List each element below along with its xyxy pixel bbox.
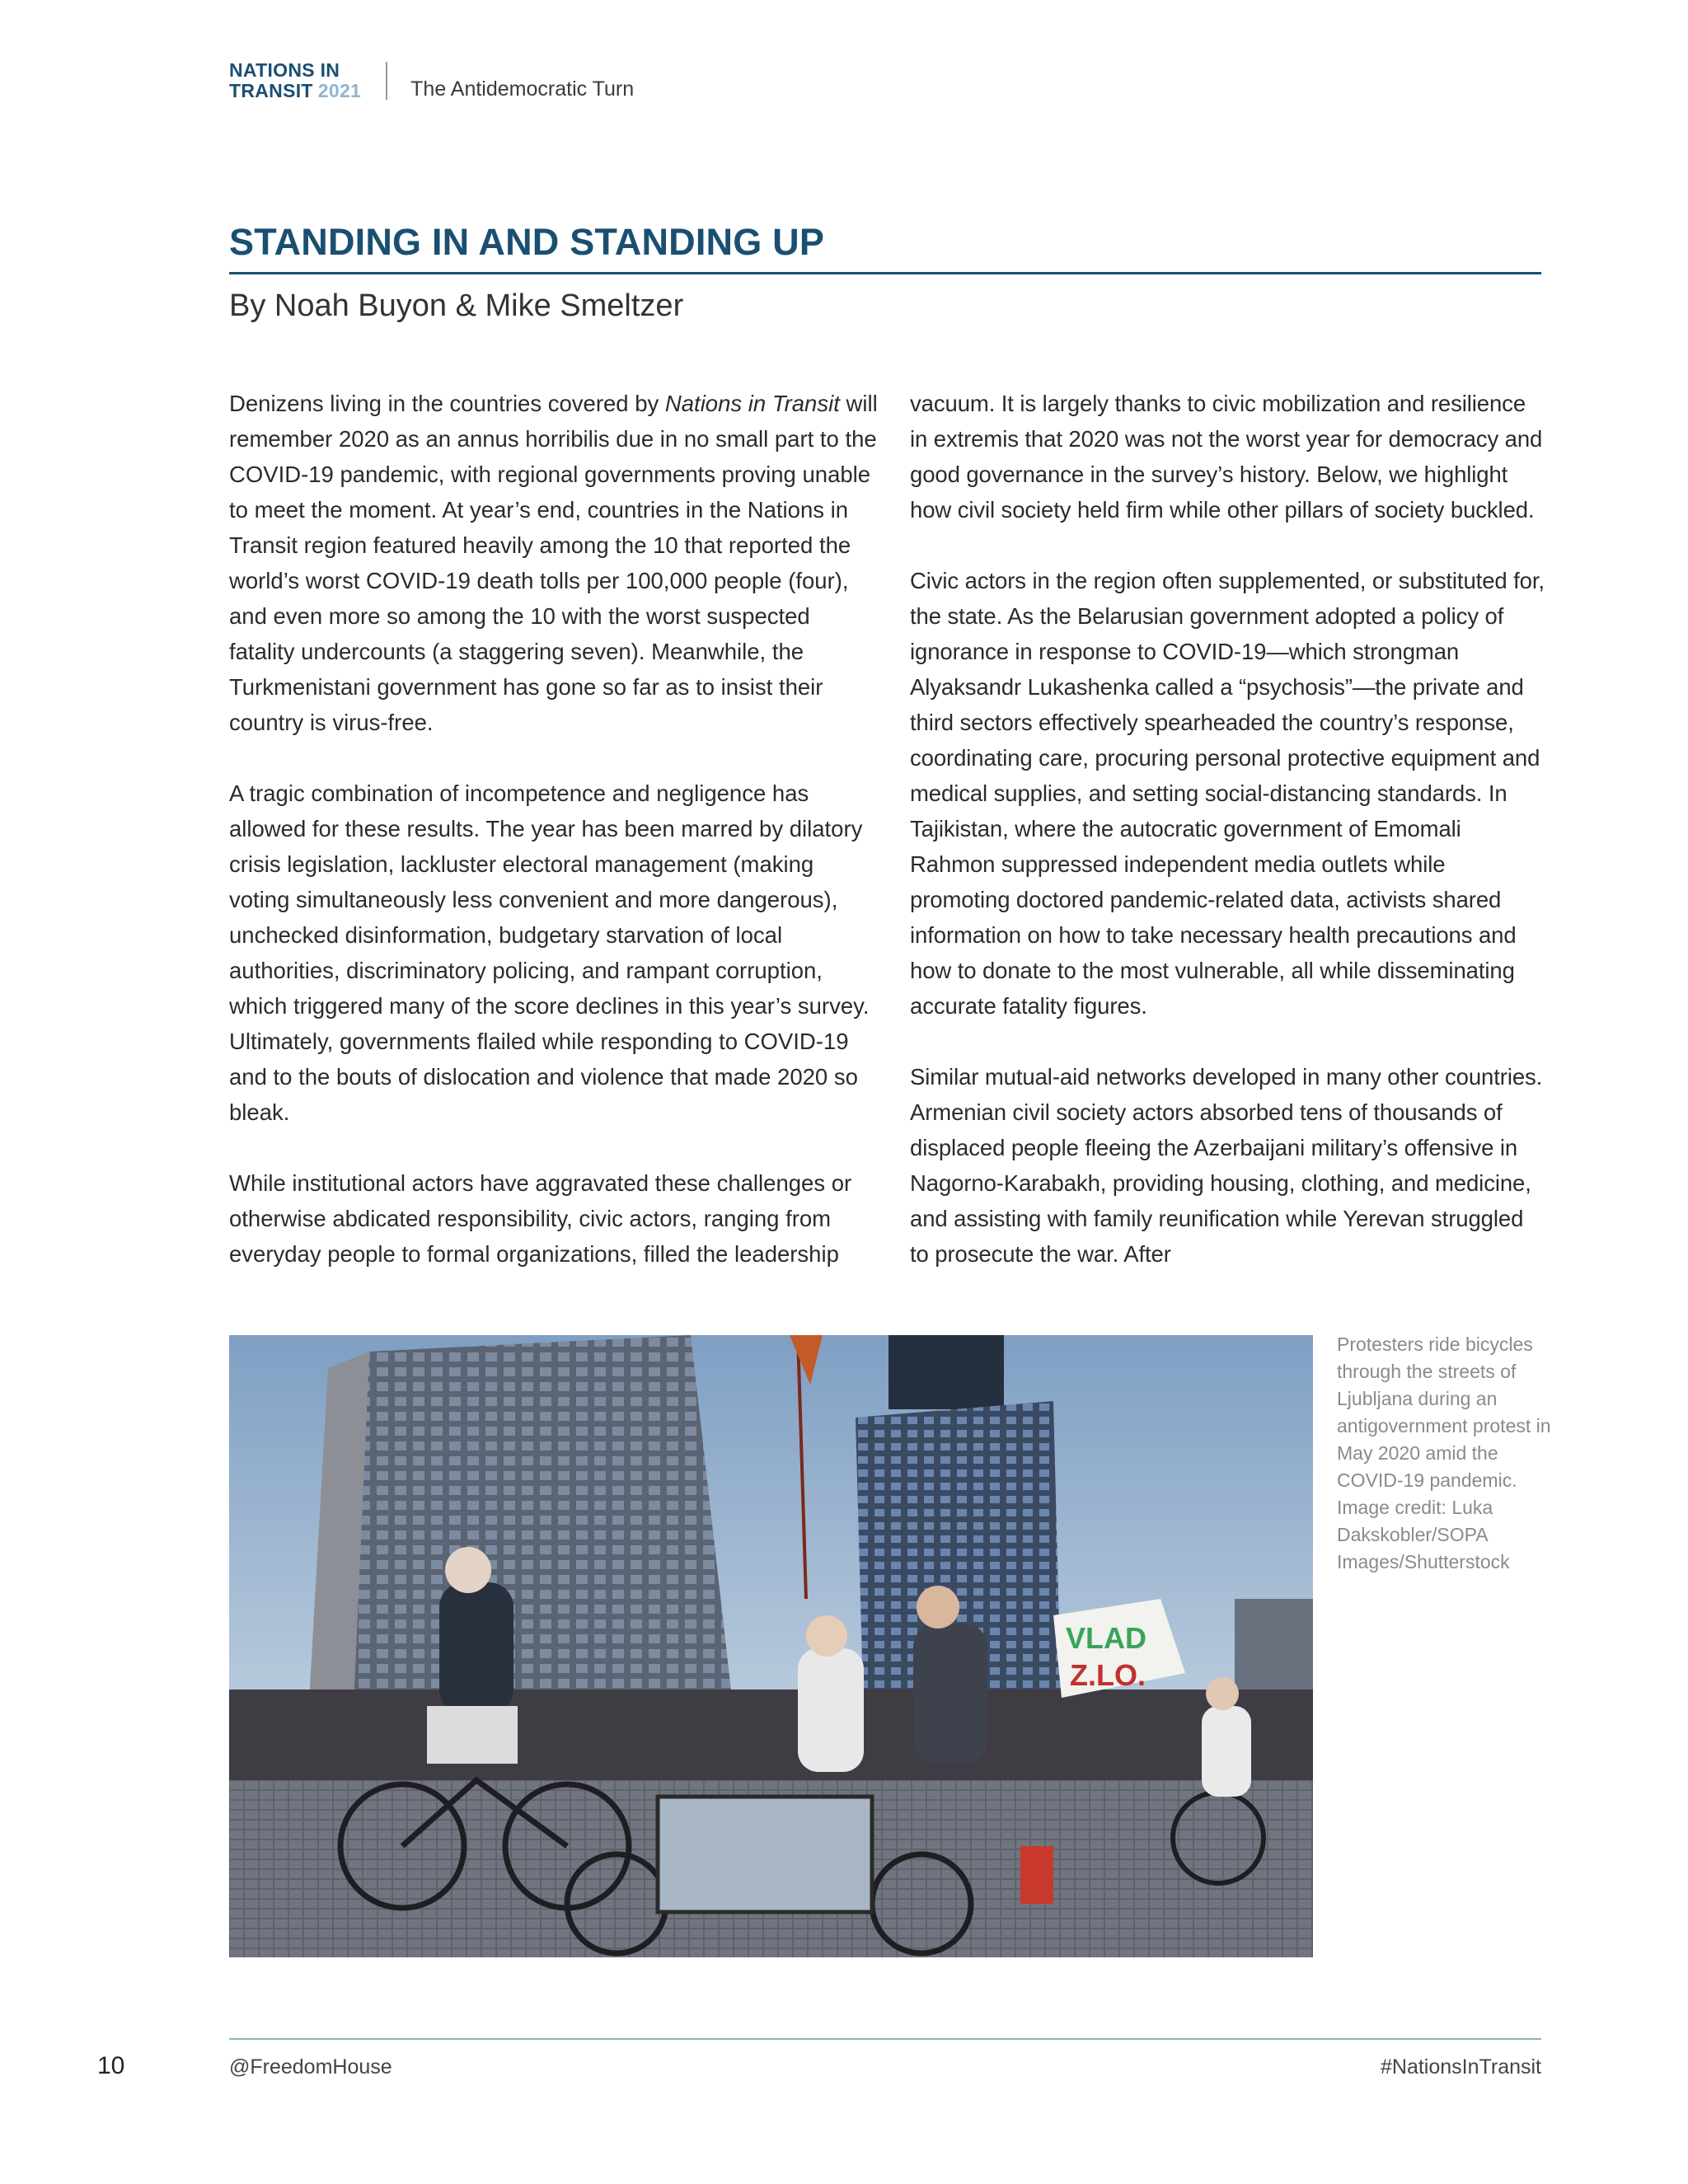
paragraph: [229, 386, 880, 740]
banner-text-1: VLAD: [1066, 1621, 1146, 1655]
logo-year: 2021: [317, 80, 362, 101]
twitter-handle[interactable]: @FreedomHouse: [229, 2055, 392, 2079]
title-rule: [229, 272, 1541, 274]
logo-line-2: TRANSIT 2021: [229, 80, 362, 101]
paragraph: A tragic combination of incompetence and negligence has allowed for these results. The year has been marred by dilatory crisis legislation, lackluster electoral management (making voting simultaneously less convenient and more dangerous), unchecked disinformation, budgetary starvation of local authorities, discriminatory policing, and rampant corruption, which triggered many of the score declines in this year’s survey. Ultimately, governments flailed while responding to COVID-19 and to the bouts of dislocation and violence that made 2020 so bleak.: [229, 780, 870, 1125]
paragraph: Civic actors in the region often supplemented, or substituted for, the state. As the Belarusian government adopted a policy of ignorance in response to COVID-19—which strongman Alyaksandr Lukashenka called a “psychosis”—the private and third sectors effectively spearheaded the country’s response, coordinating care, procuring personal protective equipment and medical supplies, and setting social-distancing standards. In Tajikistan, where the autocratic government of Emomali Rahmon suppressed independent media outlets while promoting doctored pandemic-related data, activists shared information on how to take necessary health precautions and how to donate to the most vulnerable, all while disseminating accurate fatality figures.: [910, 568, 1545, 1019]
nations-in-transit-logo: [229, 60, 361, 101]
paragraph: vacuum. It is largely thanks to civic mobilization and resilience in extremis that 2020 was not the worst year for democracy and good governance in the survey’s history. Below, we highlight how civil society held firm while other pillars of society buckled.: [910, 391, 1543, 523]
publication-title: Nations in Transit: [664, 391, 840, 416]
paragraph-part: Denizens living in the countries covered by Nations in Transit will remember 2020 as an annus horribilis due in no small part to the COVID-19 pandemic, with regional governments proving unable to meet the moment. At year’s end, countries in the Nations in Transit region featured heavily among the 10 that reported the world’s worst COVID-19 death tolls per 100,000 people (four), and even more so among the 10 with the worst suspected fatality undercounts (a staggering seven). Meanwhile, the Turkmenistani government has gone so far as to insist their country is virus-free.: [229, 391, 878, 735]
left-column: [229, 386, 880, 1272]
header-divider: [386, 62, 387, 100]
banner-text-2: Z.LO.: [1070, 1658, 1146, 1692]
right-column: [910, 386, 1545, 1272]
paragraph: While institutional actors have aggravated these challenges or otherwise abdicated responsibility, civic actors, ranging from everyday people to formal organizations, filled the leadership: [229, 1170, 852, 1267]
footer-rule: [229, 2038, 1541, 2040]
article-byline: By Noah Buyon & Mike Smeltzer: [229, 288, 684, 323]
crowd: [229, 1690, 1313, 1788]
page-header: [229, 58, 634, 104]
photo-caption: Protesters ride bicycles through the streets of Ljubljana during an antigovernment protest in May 2020 amid the COVID-19 pandemic. Image credit: Luka Dakskobler/SOPA Images/Shutterstock: [1337, 1333, 1551, 1572]
tower-top: [889, 1335, 1004, 1409]
article-title: STANDING IN AND STANDING UP: [229, 221, 825, 263]
page-number: 10: [97, 2052, 125, 2079]
logo-line-1: NATIONS IN: [229, 59, 340, 81]
paragraph: Similar mutual-aid networks developed in many other countries. Armenian civil society actors absorbed tens of thousands of displaced people fleeing the Azerbaijani military’s offensive in Nagorno-Karabakh, providing housing, clothing, and medicine, and assisting with family reunification while Yerevan struggled to prosecute the war. After: [910, 1064, 1543, 1267]
left-tower: [353, 1335, 732, 1722]
protest-photo-illustration: [229, 1335, 1313, 1957]
hashtag[interactable]: #NationsInTransit: [1381, 2055, 1541, 2079]
section-title: The Antidemocratic Turn: [410, 77, 635, 101]
protest-photo: [229, 1335, 1313, 1957]
